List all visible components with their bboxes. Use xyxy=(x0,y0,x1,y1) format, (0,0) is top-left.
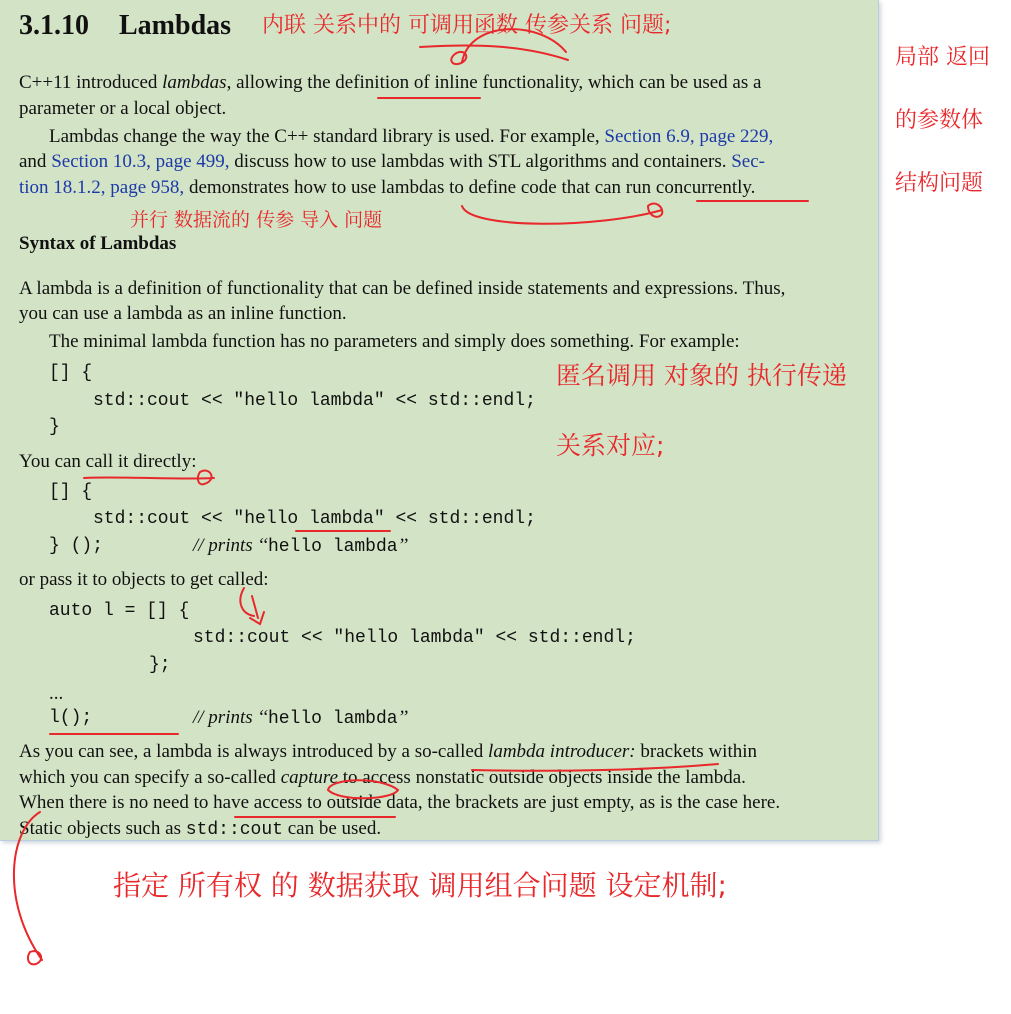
code2-line-3: } (); xyxy=(49,536,104,556)
code2-line-2: std::cout << "hello lambda" << std::endl; xyxy=(93,509,536,529)
annotation-anon-2: 关系对应; xyxy=(556,431,665,460)
pass-objects-text: or pass it to objects to get called: xyxy=(19,569,269,590)
code3-ellipsis: ... xyxy=(49,683,64,704)
call-directly-text: You can call it directly: xyxy=(19,451,197,472)
code3-line-2: std::cout << "hello lambda" << std::endl; xyxy=(193,628,636,648)
code1-line-1: [] { xyxy=(49,363,93,383)
lambdas-term: lambdas xyxy=(162,72,227,93)
code3-comment: // prints ‘‘hello lambda’’ xyxy=(193,707,409,729)
para3-line-1: A lambda is a definition of functionality that can be defined inside statements and expressions. Thus, xyxy=(19,278,786,299)
code2-line-1: [] { xyxy=(49,482,93,502)
para4-line-4: Static objects such as std::cout can be used. xyxy=(19,818,382,840)
section-18-1-2-link-cont[interactable]: tion 18.1.2, page 958, xyxy=(19,177,185,198)
para4-line-3: When there is no need to have access to outside data, the brackets are just empty, as is the case here. xyxy=(19,792,781,813)
section-number: 3.1.10 xyxy=(19,10,89,41)
annotation-title-note: 内联 关系中的 可调用函数 传参关系 问题; xyxy=(262,13,672,38)
code1-line-3: } xyxy=(49,417,60,437)
syntax-heading: Syntax of Lambdas xyxy=(19,233,177,254)
section-18-1-2-link[interactable]: Sec- xyxy=(731,151,765,172)
para2-line-1: Lambdas change the way the C++ standard library is used. For example, Section 6.9, page 229, xyxy=(49,126,774,147)
intro-line-2: parameter or a local object. xyxy=(19,98,227,119)
annotation-bottom-note: 指定 所有权 的 数据获取 调用组合问题 设定机制; xyxy=(113,869,727,902)
para3-line-3: The minimal lambda function has no parameters and simply does something. For example: xyxy=(49,331,740,352)
annotation-side-3: 结构问题 xyxy=(895,171,984,196)
code3-line-3: }; xyxy=(149,655,171,675)
section-10-3-link[interactable]: Section 10.3, page 499, xyxy=(51,151,230,172)
code3-line-5: l(); xyxy=(49,708,93,728)
annotation-concurrent-note: 并行 数据流的 传参 导入 问题 xyxy=(130,209,383,231)
section-title: Lambdas xyxy=(119,10,232,41)
section-6-9-link[interactable]: Section 6.9, page 229, xyxy=(604,126,774,147)
code1-line-2: std::cout << "hello lambda" << std::endl; xyxy=(93,391,536,411)
code3-line-1: auto l = [] { xyxy=(49,601,190,621)
para4-line-1: As you can see, a lambda is always introduced by a so-called lambda introducer: brackets within xyxy=(19,741,757,762)
para2-line-3: tion 18.1.2, page 958, demonstrates how to use lambdas to define code that can run concurrently. xyxy=(19,177,756,198)
annotation-side-2: 的参数体 xyxy=(895,108,984,133)
section-heading xyxy=(19,10,231,42)
intro-line-1: C++11 introduced lambdas, allowing the definition of inline functionality, which can be used as a xyxy=(19,72,762,93)
annotation-anon-1: 匿名调用 对象的 执行传递 xyxy=(556,361,847,390)
para4-line-2: which you can specify a so-called capture to access nonstatic outside objects inside the lambda. xyxy=(19,767,746,788)
annotation-side-1: 局部 返回 xyxy=(895,45,990,70)
code2-comment: // prints ‘‘hello lambda’’ xyxy=(193,535,409,557)
para3-line-2: you can use a lambda as an inline function. xyxy=(19,303,347,324)
para2-line-2: and Section 10.3, page 499, discuss how to use lambdas with STL algorithms and containers. Sec- xyxy=(19,151,765,172)
